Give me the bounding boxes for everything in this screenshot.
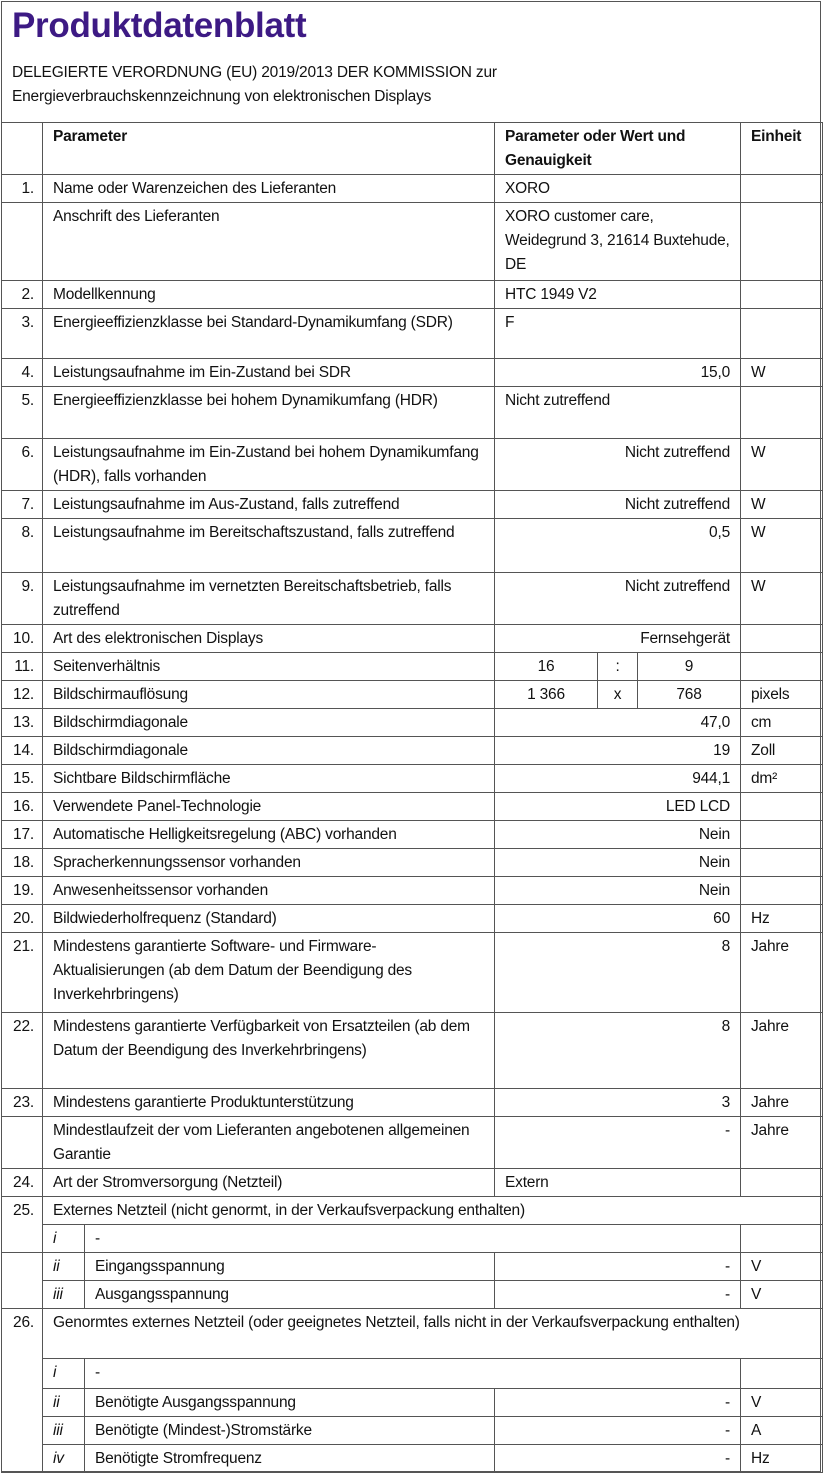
table-row: [2, 1417, 823, 1445]
unit-cell: [741, 653, 823, 681]
value-cell: Nein: [495, 821, 741, 849]
parameter-cell: Bildschirmdiagonale: [43, 737, 495, 765]
parameter-cell: Leistungsaufnahme im Bereitschaftszustand, falls zutreffend: [43, 519, 495, 573]
value-cell: LED LCD: [495, 793, 741, 821]
parameter-cell: Mindestens garantierte Verfügbarkeit von Ersatzteilen (ab dem Datum der Beendigung des Inverkehrbringens): [43, 1013, 495, 1089]
parameter-cell: Verwendete Panel-Technologie: [43, 793, 495, 821]
parameter-cell: Benötigte Ausgangsspannung: [85, 1389, 495, 1417]
parameter-cell: Anwesenheitssensor vorhanden: [43, 877, 495, 905]
parameter-cell: Mindestens garantierte Software- und Firmware-Aktualisierungen (ab dem Datum der Beendigung des Inverkehrbringens): [43, 933, 495, 1013]
header-unit: Einheit: [741, 123, 823, 175]
row-number: 9.: [2, 573, 43, 625]
value-cell: Nein: [495, 877, 741, 905]
unit-cell: A: [741, 1417, 823, 1445]
value-a-cell: 16: [495, 653, 598, 681]
row-number: 4.: [2, 359, 43, 387]
row-number: 21.: [2, 933, 43, 1013]
value-cell: Nicht zutreffend: [495, 491, 741, 519]
unit-cell: W: [741, 573, 823, 625]
value-cell: 8: [495, 933, 741, 1013]
group-title-cell: Genormtes externes Netzteil (oder geeignetes Netzteil, falls nicht in der Verkaufsverpackung enthalten): [43, 1309, 823, 1359]
table-row: [2, 281, 823, 309]
table-header-row: [2, 123, 823, 175]
row-number: 7.: [2, 491, 43, 519]
sub-index-cell: i: [43, 1225, 85, 1253]
row-number: 19.: [2, 877, 43, 905]
parameter-cell: Benötigte (Mindest-)Stromstärke: [85, 1417, 495, 1445]
sub-value-cell: -: [85, 1359, 741, 1389]
unit-cell: dm²: [741, 765, 823, 793]
table-row: [2, 1013, 823, 1089]
value-cell: 60: [495, 905, 741, 933]
subtitle-line-1: DELEGIERTE VERORDNUNG (EU) 2019/2013 DER KOMMISSION zur: [12, 64, 497, 81]
value-b-cell: 9: [638, 653, 741, 681]
table-row: [2, 175, 823, 203]
table-row: [2, 681, 823, 709]
row-number: 25.: [2, 1197, 43, 1253]
table-row: [2, 653, 823, 681]
unit-cell: [741, 203, 823, 281]
sub-index-cell: iii: [43, 1281, 85, 1309]
value-cell: 944,1: [495, 765, 741, 793]
parameter-cell: Bildschirmdiagonale: [43, 709, 495, 737]
value-cell: 0,5: [495, 519, 741, 573]
parameter-cell: Art der Stromversorgung (Netzteil): [43, 1169, 495, 1197]
table-row: [2, 387, 823, 439]
parameter-cell: Modellkennung: [43, 281, 495, 309]
table-row: [2, 905, 823, 933]
parameter-cell: Energieeffizienzklasse bei hohem Dynamikumfang (HDR): [43, 387, 495, 439]
unit-cell: [741, 1225, 823, 1253]
parameter-cell: Eingangsspannung: [85, 1253, 495, 1281]
table-row: [2, 821, 823, 849]
sub-index-cell: iii: [43, 1417, 85, 1445]
parameter-cell: Mindestlaufzeit der vom Lieferanten angebotenen allgemeinen Garantie: [43, 1117, 495, 1169]
value-cell: Nein: [495, 849, 741, 877]
parameter-cell: Benötigte Stromfrequenz: [85, 1445, 495, 1473]
parameter-cell: Automatische Helligkeitsregelung (ABC) vorhanden: [43, 821, 495, 849]
row-number: 18.: [2, 849, 43, 877]
table-row: [2, 203, 823, 281]
value-separator-cell: x: [598, 681, 638, 709]
table-row: [2, 737, 823, 765]
parameter-cell: Leistungsaufnahme im Ein-Zustand bei SDR: [43, 359, 495, 387]
header-value: Parameter oder Wert und Genauigkeit: [495, 123, 741, 175]
value-b-cell: 768: [638, 681, 741, 709]
row-number: 11.: [2, 653, 43, 681]
value-cell: 15,0: [495, 359, 741, 387]
row-number: [2, 203, 43, 281]
value-cell: -: [495, 1445, 741, 1473]
row-number-empty: [2, 1253, 43, 1309]
table-row: [2, 573, 823, 625]
unit-cell: W: [741, 519, 823, 573]
unit-cell: W: [741, 439, 823, 491]
table-row: [2, 849, 823, 877]
unit-cell: Jahre: [741, 1117, 823, 1169]
row-number: 23.: [2, 1089, 43, 1117]
row-number: 26.: [2, 1309, 43, 1473]
parameter-cell: Ausgangsspannung: [85, 1281, 495, 1309]
value-cell: 47,0: [495, 709, 741, 737]
parameter-cell: Name oder Warenzeichen des Lieferanten: [43, 175, 495, 203]
value-cell: -: [495, 1253, 741, 1281]
row-number: 5.: [2, 387, 43, 439]
sub-index-cell: ii: [43, 1389, 85, 1417]
unit-cell: Hz: [741, 905, 823, 933]
table-row: [2, 1281, 823, 1309]
unit-cell: [741, 625, 823, 653]
row-number: 22.: [2, 1013, 43, 1089]
parameter-cell: Leistungsaufnahme im Aus-Zustand, falls zutreffend: [43, 491, 495, 519]
table-row: [2, 709, 823, 737]
group-title-cell: Externes Netzteil (nicht genormt, in der Verkaufsverpackung enthalten): [43, 1197, 823, 1225]
value-cell: Nicht zutreffend: [495, 439, 741, 491]
value-cell: -: [495, 1117, 741, 1169]
table-row: [2, 1253, 823, 1281]
value-cell: -: [495, 1417, 741, 1445]
header-parameter: Parameter: [43, 123, 495, 175]
row-number: 10.: [2, 625, 43, 653]
row-number: 3.: [2, 309, 43, 359]
parameter-cell: Sichtbare Bildschirmfläche: [43, 765, 495, 793]
table-row: [2, 1445, 823, 1473]
row-number: 17.: [2, 821, 43, 849]
page-title: Produktdatenblatt: [12, 6, 307, 45]
table-row: [2, 1197, 823, 1225]
parameter-cell: Anschrift des Lieferanten: [43, 203, 495, 281]
sub-index-cell: iv: [43, 1445, 85, 1473]
unit-cell: pixels: [741, 681, 823, 709]
unit-cell: Hz: [741, 1445, 823, 1473]
value-cell: Nicht zutreffend: [495, 387, 741, 439]
table-row: [2, 1169, 823, 1197]
unit-cell: [741, 281, 823, 309]
unit-cell: [741, 877, 823, 905]
parameter-cell: Bildschirmauflösung: [43, 681, 495, 709]
row-number: 6.: [2, 439, 43, 491]
row-number: 13.: [2, 709, 43, 737]
value-cell: -: [495, 1389, 741, 1417]
unit-cell: Jahre: [741, 933, 823, 1013]
unit-cell: V: [741, 1389, 823, 1417]
unit-cell: W: [741, 491, 823, 519]
table-row: [2, 491, 823, 519]
value-cell: Extern: [495, 1169, 741, 1197]
value-cell: XORO: [495, 175, 741, 203]
row-number: 8.: [2, 519, 43, 573]
table-row: [2, 1309, 823, 1359]
unit-cell: [741, 309, 823, 359]
row-number: 2.: [2, 281, 43, 309]
table-row: [2, 1225, 823, 1253]
unit-cell: Zoll: [741, 737, 823, 765]
value-a-cell: 1 366: [495, 681, 598, 709]
value-cell: HTC 1949 V2: [495, 281, 741, 309]
unit-cell: cm: [741, 709, 823, 737]
row-number: 20.: [2, 905, 43, 933]
product-data-table: [1, 122, 823, 1473]
sub-index-cell: i: [43, 1359, 85, 1389]
table-row: [2, 877, 823, 905]
value-cell: F: [495, 309, 741, 359]
unit-cell: [741, 387, 823, 439]
row-number: 1.: [2, 175, 43, 203]
table-row: [2, 1117, 823, 1169]
table-row: [2, 765, 823, 793]
table-row: [2, 1089, 823, 1117]
table-row: [2, 1389, 823, 1417]
sub-index-cell: ii: [43, 1253, 85, 1281]
row-number: 12.: [2, 681, 43, 709]
unit-cell: [741, 793, 823, 821]
parameter-cell: Leistungsaufnahme im Ein-Zustand bei hohem Dynamikumfang (HDR), falls vorhanden: [43, 439, 495, 491]
value-separator-cell: :: [598, 653, 638, 681]
header-num: [2, 123, 43, 175]
parameter-cell: Mindestens garantierte Produktunterstützung: [43, 1089, 495, 1117]
value-cell: 8: [495, 1013, 741, 1089]
table-row: [2, 1359, 823, 1389]
parameter-cell: Energieeffizienzklasse bei Standard-Dynamikumfang (SDR): [43, 309, 495, 359]
unit-cell: [741, 175, 823, 203]
unit-cell: [741, 1359, 823, 1389]
parameter-cell: Bildwiederholfrequenz (Standard): [43, 905, 495, 933]
unit-cell: Jahre: [741, 1013, 823, 1089]
unit-cell: [741, 821, 823, 849]
table-row: [2, 519, 823, 573]
table-row: [2, 439, 823, 491]
unit-cell: V: [741, 1253, 823, 1281]
row-number: 15.: [2, 765, 43, 793]
table-row: [2, 793, 823, 821]
subtitle-line-2: Energieverbrauchskennzeichnung von elektronischen Displays: [12, 88, 432, 105]
value-cell: XORO customer care, Weidegrund 3, 21614 Buxtehude, DE: [495, 203, 741, 281]
parameter-cell: Spracherkennungssensor vorhanden: [43, 849, 495, 877]
row-number: 24.: [2, 1169, 43, 1197]
unit-cell: V: [741, 1281, 823, 1309]
sub-value-cell: -: [85, 1225, 741, 1253]
parameter-cell: Seitenverhältnis: [43, 653, 495, 681]
value-cell: 19: [495, 737, 741, 765]
value-cell: Fernsehgerät: [495, 625, 741, 653]
row-number: 16.: [2, 793, 43, 821]
row-number: 14.: [2, 737, 43, 765]
unit-cell: Jahre: [741, 1089, 823, 1117]
parameter-cell: Leistungsaufnahme im vernetzten Bereitschaftsbetrieb, falls zutreffend: [43, 573, 495, 625]
value-cell: 3: [495, 1089, 741, 1117]
table-row: [2, 933, 823, 1013]
value-cell: Nicht zutreffend: [495, 573, 741, 625]
unit-cell: [741, 849, 823, 877]
unit-cell: [741, 1169, 823, 1197]
unit-cell: W: [741, 359, 823, 387]
table-row: [2, 359, 823, 387]
value-cell: -: [495, 1281, 741, 1309]
table-row: [2, 309, 823, 359]
parameter-cell: Art des elektronischen Displays: [43, 625, 495, 653]
row-number: [2, 1117, 43, 1169]
table-row: [2, 625, 823, 653]
